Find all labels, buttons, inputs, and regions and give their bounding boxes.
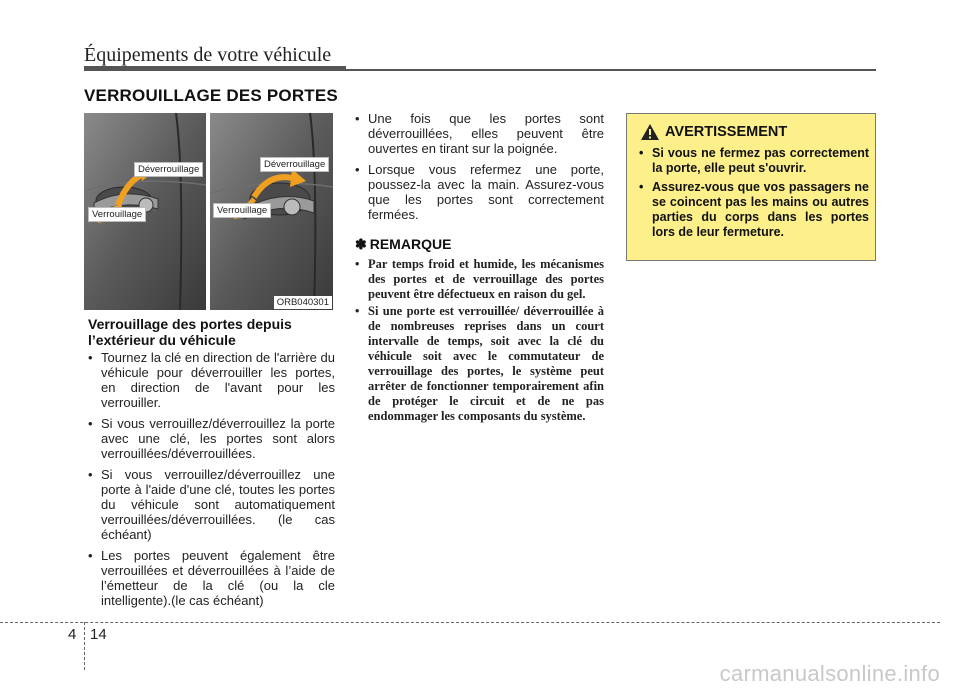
list-item: • Tournez la clé en direction de l'arrière du véhicule pour déverrouiller les portes, en direction de l'avant pour les verrouiller. xyxy=(88,350,335,410)
note-heading: ✽ REMARQUE xyxy=(355,236,452,252)
bullet-icon: • xyxy=(355,257,360,271)
list-item: • Assurez-vous que vos passagers ne se coincent pas les mains ou autres parties du corps dans les portes lors de leur fermeture. xyxy=(639,180,869,239)
figure-panel-right xyxy=(210,113,333,310)
door-lock-figure xyxy=(84,113,333,310)
warning-triangle-icon xyxy=(641,124,659,140)
unlock-callout-left: Déverrouillage xyxy=(134,162,203,177)
subsection-title: Verrouillage des portes depuis l’extérieur du véhicule xyxy=(88,316,292,348)
footer-divider xyxy=(84,622,85,670)
bullet-icon: • xyxy=(355,111,360,126)
list-item: • Si vous verrouillez/déverrouillez une porte à l'aide d'une clé, toutes les portes du véhicule sont automatiquement verrouillées/déverrouillées. (le cas échéant) xyxy=(88,467,335,542)
bullet-icon: • xyxy=(88,548,93,563)
page-header-title: Équipements de votre véhicule xyxy=(84,44,332,66)
list-item: • Si une porte est verrouillée/ déverrouillée à de nombreuses reprises dans un court intervalle de temps, soit avec la clé du véhicule soit avec le commutateur de verrouillage des portes, le système peut arrêter de fonctionner temporairement afin de protéger le circuit et de ne pas endommager les composants du système. xyxy=(355,304,604,423)
figure-code: ORB040301 xyxy=(274,296,332,309)
unlock-callout-right: Déverrouillage xyxy=(260,157,329,172)
bullet-icon: • xyxy=(639,146,644,160)
list-item: • Lorsque vous refermez une porte, poussez-la avec la main. Assurez-vous que les portes sont correctement fermées. xyxy=(355,162,604,222)
lock-callout-right: Verrouillage xyxy=(213,203,271,218)
chapter-number: 4 xyxy=(68,626,77,643)
list-item: • Si vous ne fermez pas correctement la porte, elle peut s'ouvrir. xyxy=(639,146,869,175)
header-rule-thick xyxy=(84,66,346,71)
watermark: carmanualsonline.info xyxy=(719,661,940,686)
list-item: • Si vous verrouillez/déverrouillez la porte avec une clé, les portes sont alors verrouillées/déverrouillées. xyxy=(88,416,335,461)
asterisk-icon: ✽ xyxy=(355,236,367,252)
section-title: VERROUILLAGE DES PORTES xyxy=(84,86,338,105)
bullet-icon: • xyxy=(88,350,93,365)
bullet-icon: • xyxy=(639,180,644,194)
lock-callout-left: Verrouillage xyxy=(88,207,146,222)
header-rule-thin xyxy=(346,69,876,71)
warning-header xyxy=(641,124,787,140)
bullet-icon: • xyxy=(88,467,93,482)
list-item: • Par temps froid et humide, les mécanismes des portes et de verrouillage des portes peuvent être défectueux en raison du gel. xyxy=(355,257,604,301)
figure-panel-left xyxy=(84,113,206,310)
list-item: • Une fois que les portes sont déverrouillées, elles peuvent être ouvertes en tirant sur la poignée. xyxy=(355,111,604,156)
bullet-icon: • xyxy=(355,304,360,318)
note-list xyxy=(355,257,604,426)
middle-bullet-list xyxy=(355,111,604,228)
bullet-icon: • xyxy=(88,416,93,431)
footer-rule xyxy=(0,622,940,623)
left-bullet-list xyxy=(88,350,335,614)
warning-list xyxy=(639,146,869,244)
warning-box xyxy=(626,113,876,261)
list-item: • Les portes peuvent également être verrouillées et déverrouillées à l’aide de l’émetteur de la clé (ou la cle intelligente).(le cas échéant) xyxy=(88,548,335,608)
warning-title: AVERTISSEMENT xyxy=(665,124,788,140)
bullet-icon: • xyxy=(355,162,360,177)
page-number: 14 xyxy=(90,626,107,643)
